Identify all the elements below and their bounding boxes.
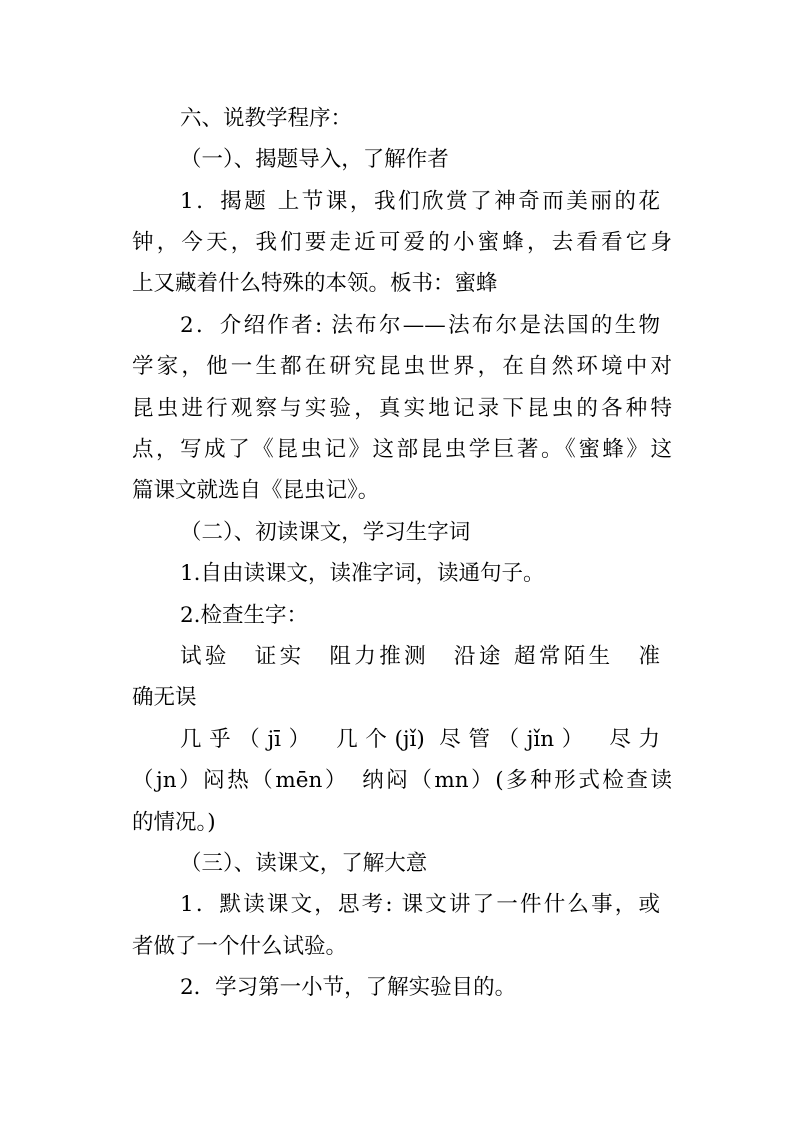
vocabulary-line: 确无误 [132,685,197,710]
paragraph-line: 昆虫进行观察与实验，真实地记录下昆虫的各种特 [132,396,672,421]
subsection-heading: （三）、读课文，了解大意 [180,851,428,876]
paragraph-line: 2．学习第一小节，了解实验目的。 [180,975,517,1000]
paragraph-line: 者做了一个什么试验。 [132,934,348,959]
paragraph-line: 篇课文就选自《昆虫记》。 [132,478,380,503]
vocabulary-line: 试验 证实 阻力推测 沿途 超常陌生 准 [180,644,660,669]
subsection-heading: （二）、初读课文，学习生字词 [180,520,471,545]
paragraph-line: 1．默读课文，思考: 课文讲了一件什么事，或 [180,892,660,917]
paragraph-line: 上又藏着什么特殊的本领。板书：蜜蜂 [132,271,498,296]
paragraph-line: 点，写成了《昆虫记》这部昆虫学巨著。《蜜蜂》这 [132,437,672,462]
paragraph-line: 钟，今天，我们要走近可爱的小蜜蜂，去看看它身 [132,230,672,255]
pinyin-line: 几乎（jī） 几个(jǐ) 尽管（jǐn） 尽力 [180,727,660,752]
paragraph-line: 2.检查生字： [180,603,309,628]
paragraph-line: 1.自由读课文，读准字词，读通句子。 [180,561,545,586]
paragraph-line: 1．揭题 上节课，我们欣赏了神奇而美丽的花 [180,189,660,214]
pinyin-line: （jn）闷热（mēn） 纳闷（mn）(多种形式检查读 [132,768,672,793]
section-heading: 六、说教学程序： [180,106,353,131]
paragraph-line: 的情况。) [132,810,216,835]
subsection-heading: （一）、揭题导入，了解作者 [180,147,449,172]
paragraph-line: 2．介绍作者: 法布尔——法布尔是法国的生物 [180,313,660,338]
paragraph-line: 学家，他一生都在研究昆虫世界，在自然环境中对 [132,354,672,379]
